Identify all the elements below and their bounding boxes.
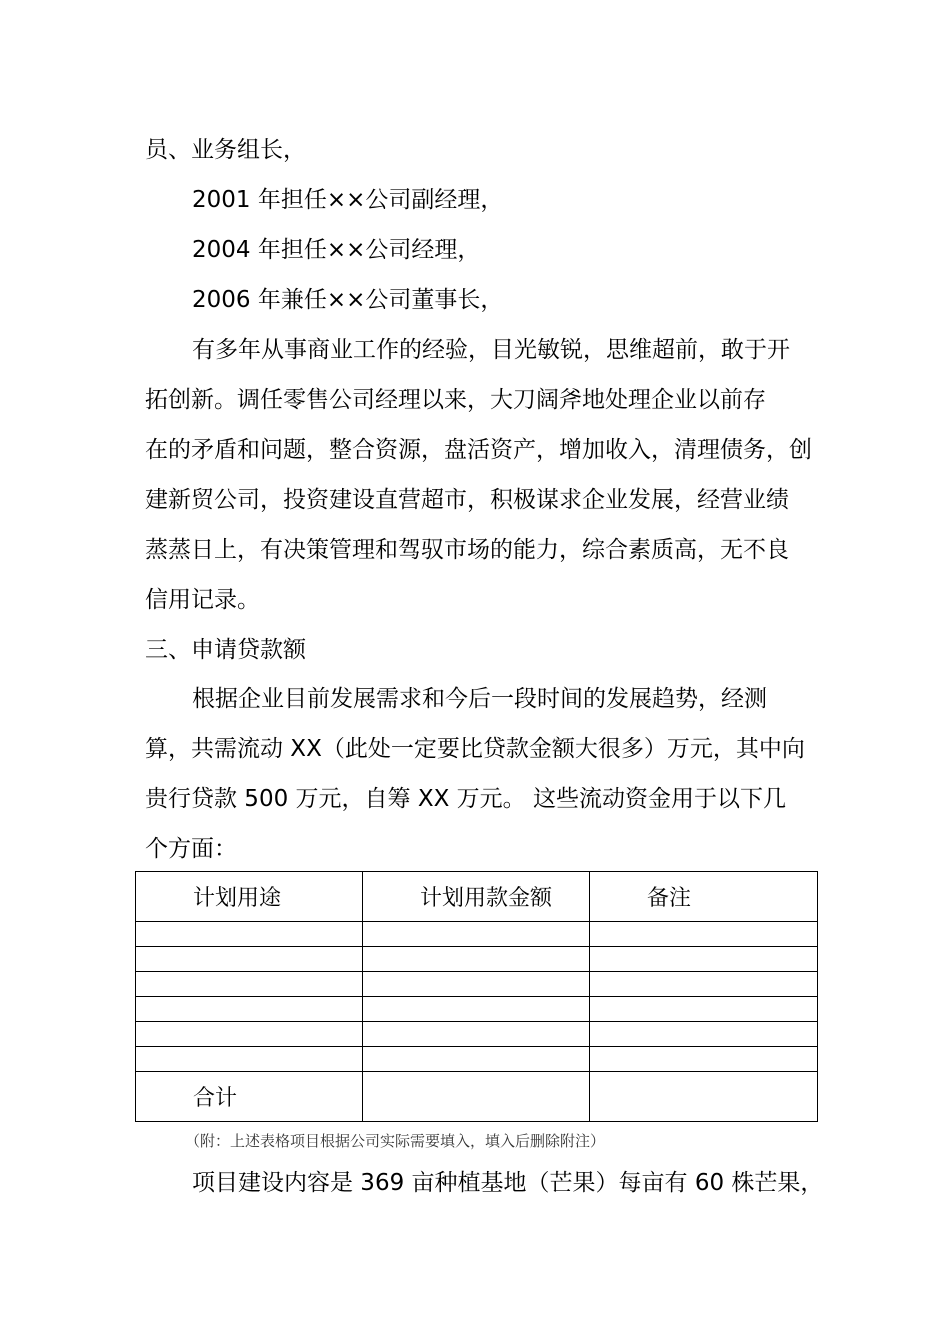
table-cell — [590, 997, 818, 1022]
table-cell — [136, 947, 363, 972]
table-cell — [136, 972, 363, 997]
loan-usage-table — [135, 871, 818, 1122]
paragraph-loan-line-3: 贵行贷款 500 万元，自筹 XX 万元。 这些流动资金用于以下几 — [145, 786, 786, 812]
paragraph-loan-line-2: 算，共需流动 XX（此处一定要比贷款金额大很多）万元，其中向 — [145, 736, 805, 762]
table-total-row — [136, 1072, 818, 1122]
paragraph-experience-line-1: 有多年从事商业工作的经验，目光敏锐，思维超前，敢于开 — [192, 337, 790, 363]
table-row — [136, 997, 818, 1022]
table-cell — [590, 1022, 818, 1047]
table-header-row — [136, 872, 818, 922]
table-cell — [590, 1047, 818, 1072]
table-cell — [363, 922, 590, 947]
table-cell — [590, 922, 818, 947]
paragraph-experience-line-2: 拓创新。调任零售公司经理以来，大刀阔斧地处理企业以前存 — [145, 387, 766, 413]
text-line-1: 员、业务组长， — [145, 137, 306, 163]
paragraph-experience-line-6: 信用记录。 — [145, 587, 260, 613]
paragraph-experience-line-4: 建新贸公司，投资建设直营超市，积极谋求企业发展，经营业绩 — [145, 487, 789, 513]
table-row — [136, 1022, 818, 1047]
paragraph-experience-line-5: 蒸蒸日上，有决策管理和驾驭市场的能力，综合素质高，无不良 — [145, 537, 789, 563]
paragraph-experience-line-3: 在的矛盾和问题，整合资源，盘活资产，增加收入，清理债务，创 — [145, 437, 812, 463]
table-cell — [363, 972, 590, 997]
table-row — [136, 947, 818, 972]
table-row — [136, 972, 818, 997]
table-cell — [363, 1047, 590, 1072]
table-cell — [590, 947, 818, 972]
paragraph-loan-line-4: 个方面： — [145, 836, 237, 862]
table-cell — [590, 1072, 818, 1122]
table-cell — [136, 922, 363, 947]
header-cell-remark: 备注 — [590, 872, 818, 922]
table-cell — [590, 972, 818, 997]
paragraph-project-content: 项目建设内容是 369 亩种植基地（芒果）每亩有 60 株芒果， — [192, 1170, 824, 1196]
section-heading-loan-amount: 三、申请贷款额 — [145, 637, 306, 663]
text-line-4: 2006 年兼任××公司董事长， — [192, 287, 504, 313]
table-cell — [363, 947, 590, 972]
table-cell — [363, 1072, 590, 1122]
text-line-3: 2004 年担任××公司经理， — [192, 237, 481, 263]
header-cell-purpose: 计划用途 — [136, 872, 363, 922]
table-cell — [136, 997, 363, 1022]
table-cell — [363, 1022, 590, 1047]
table-cell — [136, 1047, 363, 1072]
table-cell — [136, 1022, 363, 1047]
table-row — [136, 1047, 818, 1072]
table-cell — [363, 997, 590, 1022]
header-cell-amount: 计划用款金额 — [363, 872, 590, 922]
table-footnote: （附：上述表格项目根据公司实际需要填入，填入后删除附注） — [185, 1132, 606, 1150]
total-label-cell: 合计 — [136, 1072, 363, 1122]
table-row — [136, 922, 818, 947]
text-line-2: 2001 年担任××公司副经理， — [192, 187, 504, 213]
paragraph-loan-line-1: 根据企业目前发展需求和今后一段时间的发展趋势，经测 — [192, 686, 767, 712]
